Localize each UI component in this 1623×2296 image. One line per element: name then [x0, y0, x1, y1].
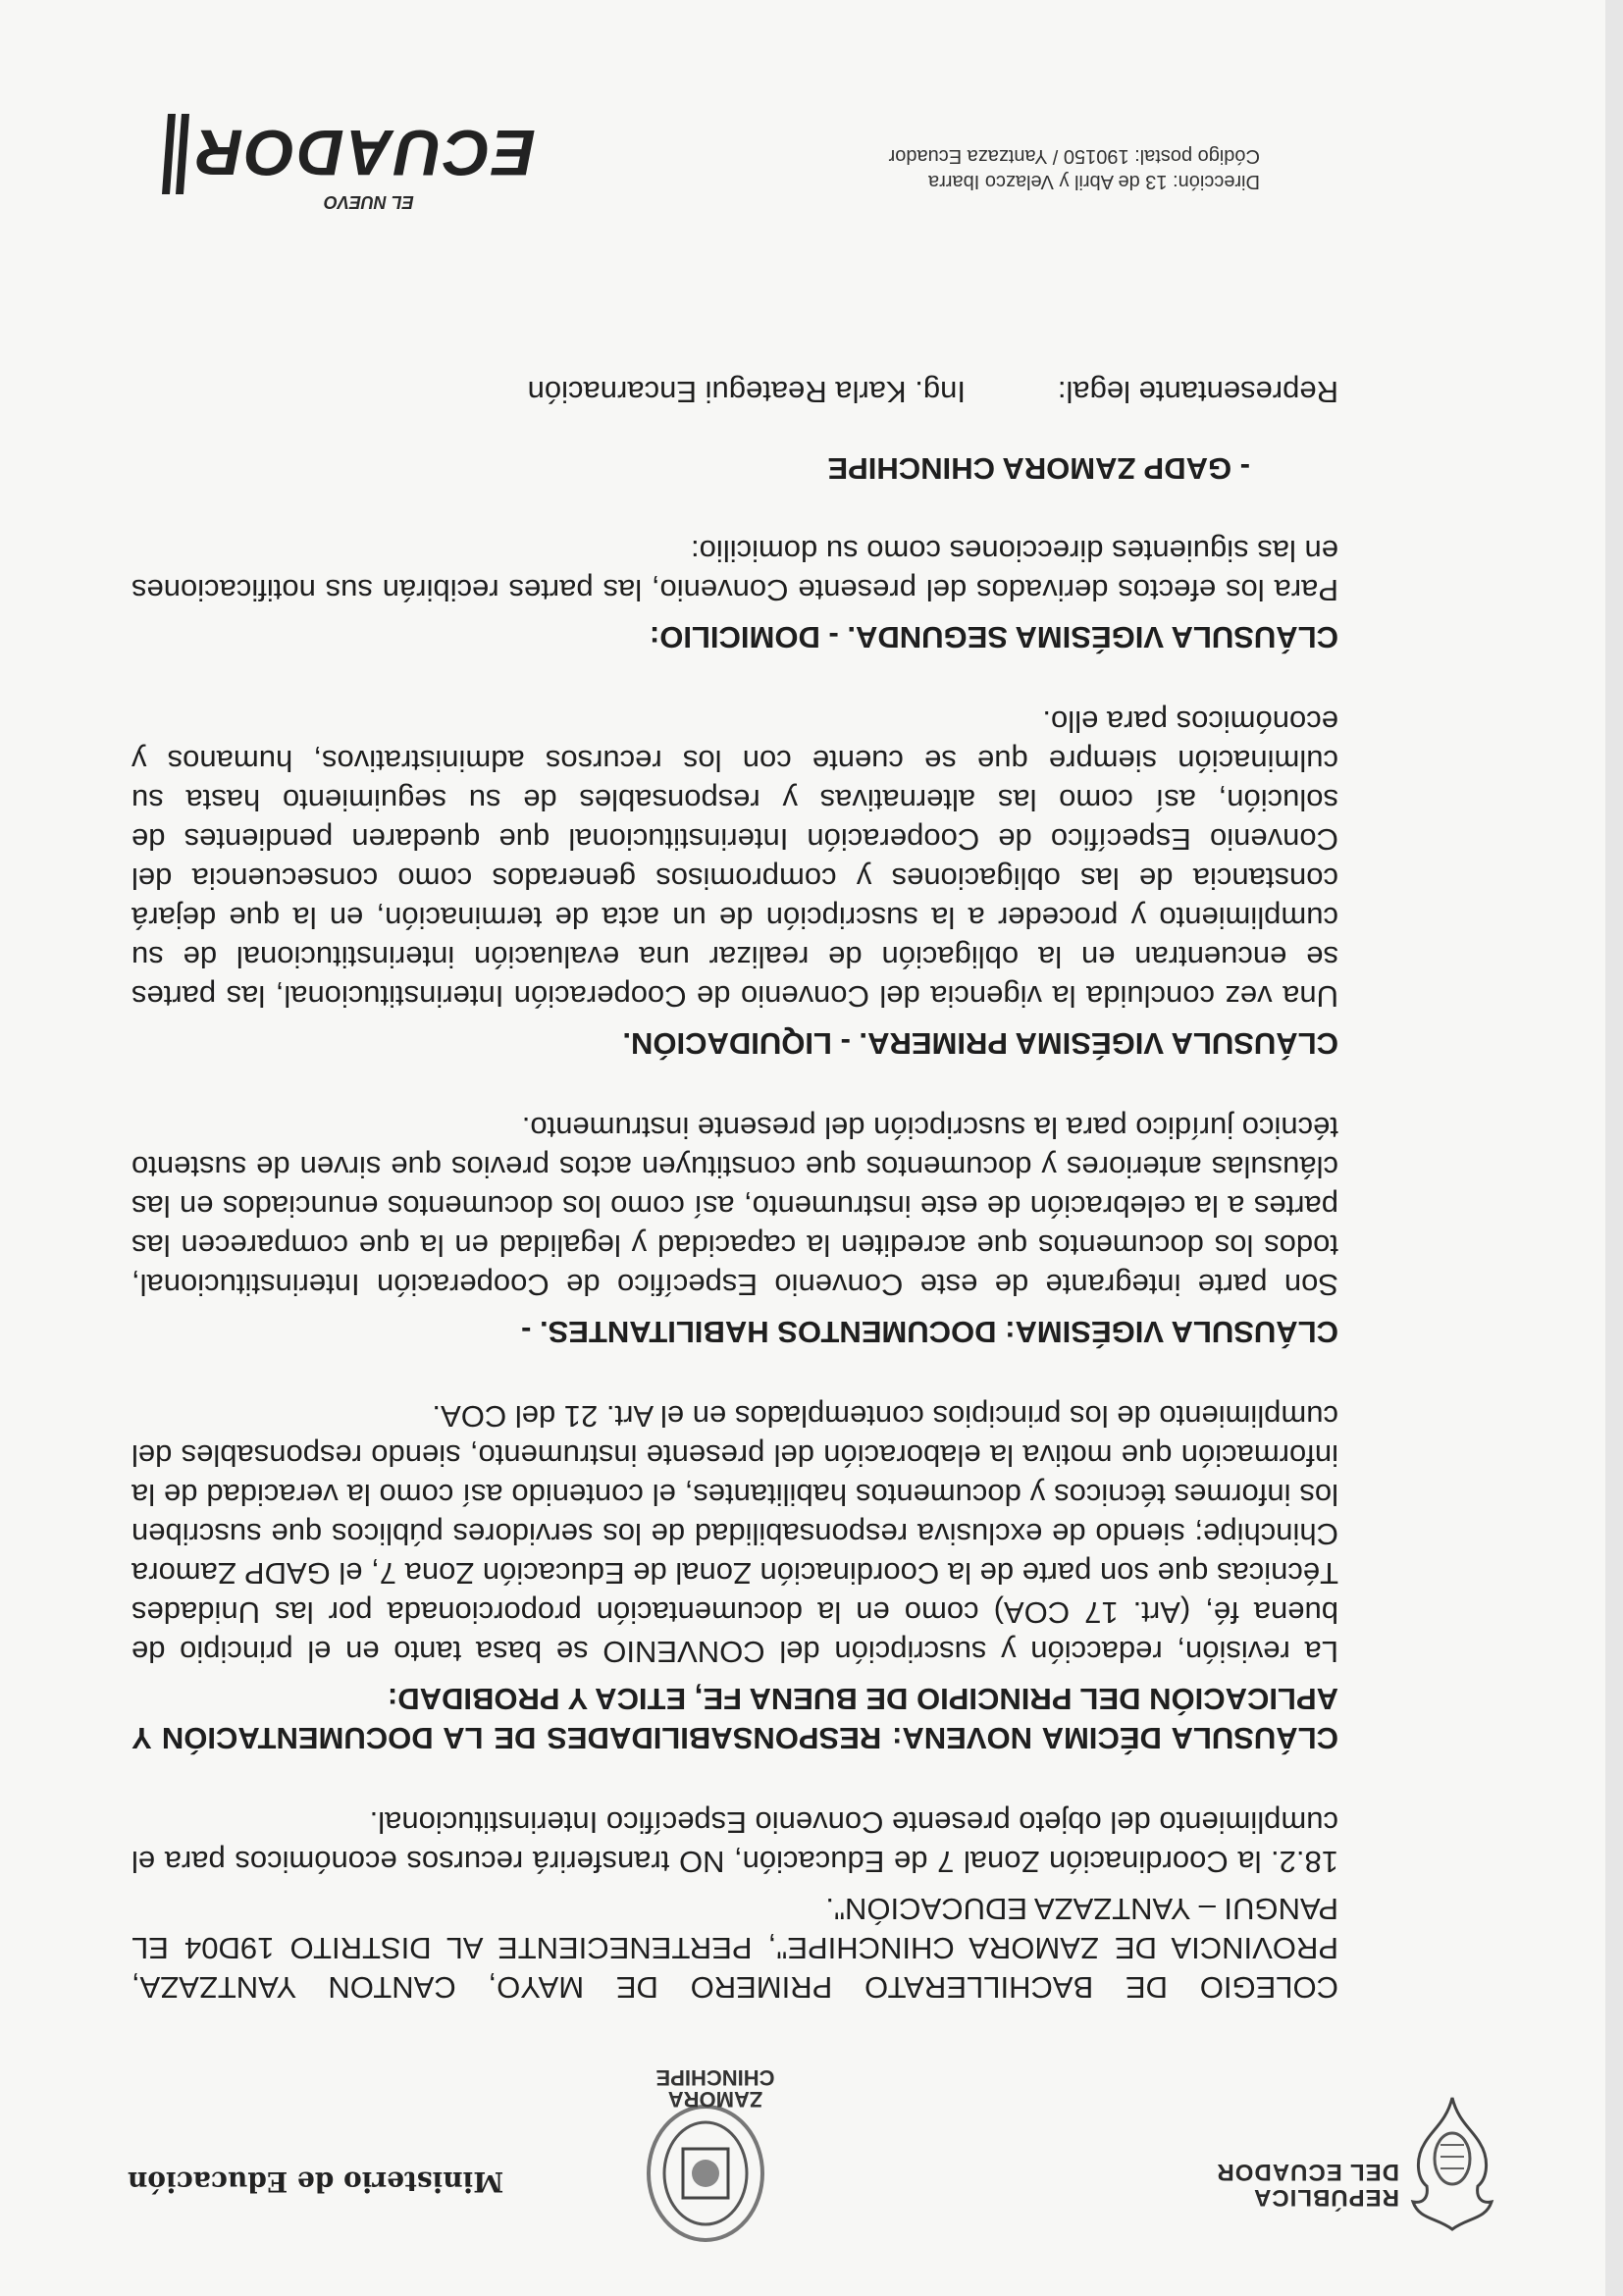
ecuador-coat-of-arms-icon	[1407, 2090, 1497, 2237]
zamora-chinchipe-emblem-icon	[642, 2100, 769, 2247]
clause-21-heading: CLÁUSULA VIGÉSIMA PRIMERA. - LIQUIDACIÓN.	[622, 1026, 1338, 1061]
ecuador-logo-bars-icon	[162, 110, 191, 198]
clause-19-paragraph: La revisión, redacción y suscripción del CONVENIO se basa tanto en el principio de buena fé, (Art. 17 COA) como en la documentación proporcionada por las Unidades Técnicas que son parte de la Coordinación Zonal de Educación Zona 7, el GADP Zamora Chinchipe; siendo de exclusiva responsabilidad de los servidores públicos que suscriben los informes técnicos y documentos habilitantes, el contenido así como la veracidad de la información que motiva la elaboración del presente instrumento, siendo responsables del cumplimiento de los principios contemplados en el Art. 21 del COA.	[131, 1399, 1338, 1669]
page-header	[0, 2065, 1623, 2267]
clause-21-paragraph: Una vez concluida la vigencia del Convenio de Cooperación Interinstitucional, las partes se encuentran en la obligación de realizar una evaluación interinstitucional de su cumplimiento y proceder a la suscripción de un acta de terminación, en la que dejará constancia de las obligaciones y compromisos generados como consecuencia del Convenio Específico de Cooperación Interinstitucional que quedaren pendientes de solución, así como las alternativas y responsables de su seguimiento hasta su culminación siempre que se cuente con los recursos administrativos, humanos y económicos para ello.	[131, 704, 1338, 1014]
clause-22-paragraph: Para los efectos derivados del presente Convenio, las partes recibirán sus notificaciones en las siguientes direcciones como su domicilio:	[131, 534, 1338, 607]
ecuador-logo-text: ECUADOR	[194, 117, 536, 189]
scan-edge	[1605, 0, 1623, 2296]
clause-20-heading: CLÁUSULA VIGÉSIMA: DOCUMENTOS HABILITANTES. -	[521, 1315, 1338, 1349]
party-gadp: - GADP ZAMORA CHINCHIPE	[827, 451, 1250, 486]
clause-19-heading: CLÁUSULA DÉCIMA NOVENA: RESPONSABILIDADES DE LA DOCUMENTACIÓN Y APLICACIÓN DEL PRINCIPIO DE BUENA FE, ETICA Y PROBIDAD:	[131, 1682, 1338, 1755]
el-nuevo-text: EL NUEVO	[324, 192, 414, 212]
republic-text: REPÚBLICA DEL ECUADOR	[1216, 2159, 1399, 2211]
ministry-title: Ministerio de Educación	[128, 2166, 504, 2198]
rep-name: Ing. Karla Reategui Encarnación	[527, 375, 966, 409]
clause-22-heading: CLÁUSULA VIGÉSIMA SEGUNDA. - DOMICILIO:	[649, 620, 1338, 654]
rep-label: Representante legal:	[1057, 375, 1338, 409]
zamora-chinchipe-title: ZAMORA CHINCHIPE	[655, 2065, 775, 2112]
document-body	[131, 372, 1338, 2007]
footer-address: Dirección: 13 de Abril y Velazco Ibarra Código postal: 190150 / Yantzaza Ecuador	[888, 145, 1260, 192]
intro-paragraph: COLEGIO DE BACHILLERATO PRIMERO DE MAYO, CANTON YANTZAZA, PROVINCIA DE ZAMORA CHINCHIPE", PERTENECIENTE AL DISTRITO 19D04 EL PANGUI – YANTZAZA EDUCACIÓN".	[131, 1892, 1338, 2005]
legal-representative	[131, 372, 1338, 411]
page-footer	[0, 0, 1623, 226]
clause-18-2-paragraph: 18.2. la Coordinación Zonal 7 de Educación, NO transferirá recursos económicos para el cumplimiento del objeto presente Convenio Específico Interinstitucional.	[131, 1805, 1338, 1879]
clause-20-paragraph: Son parte integrante de este Convenio Específico de Cooperación Interinstitucional, todos los documentos que acrediten la capacidad y legalidad en la que comparecen las partes a la celebración de este instrumento, así como los documentos enunciados en las cláusulas anteriores y documentos que constituyen actos previos que sirven de sustento técnico jurídico para la suscripción del presente instrumento.	[131, 1111, 1338, 1302]
